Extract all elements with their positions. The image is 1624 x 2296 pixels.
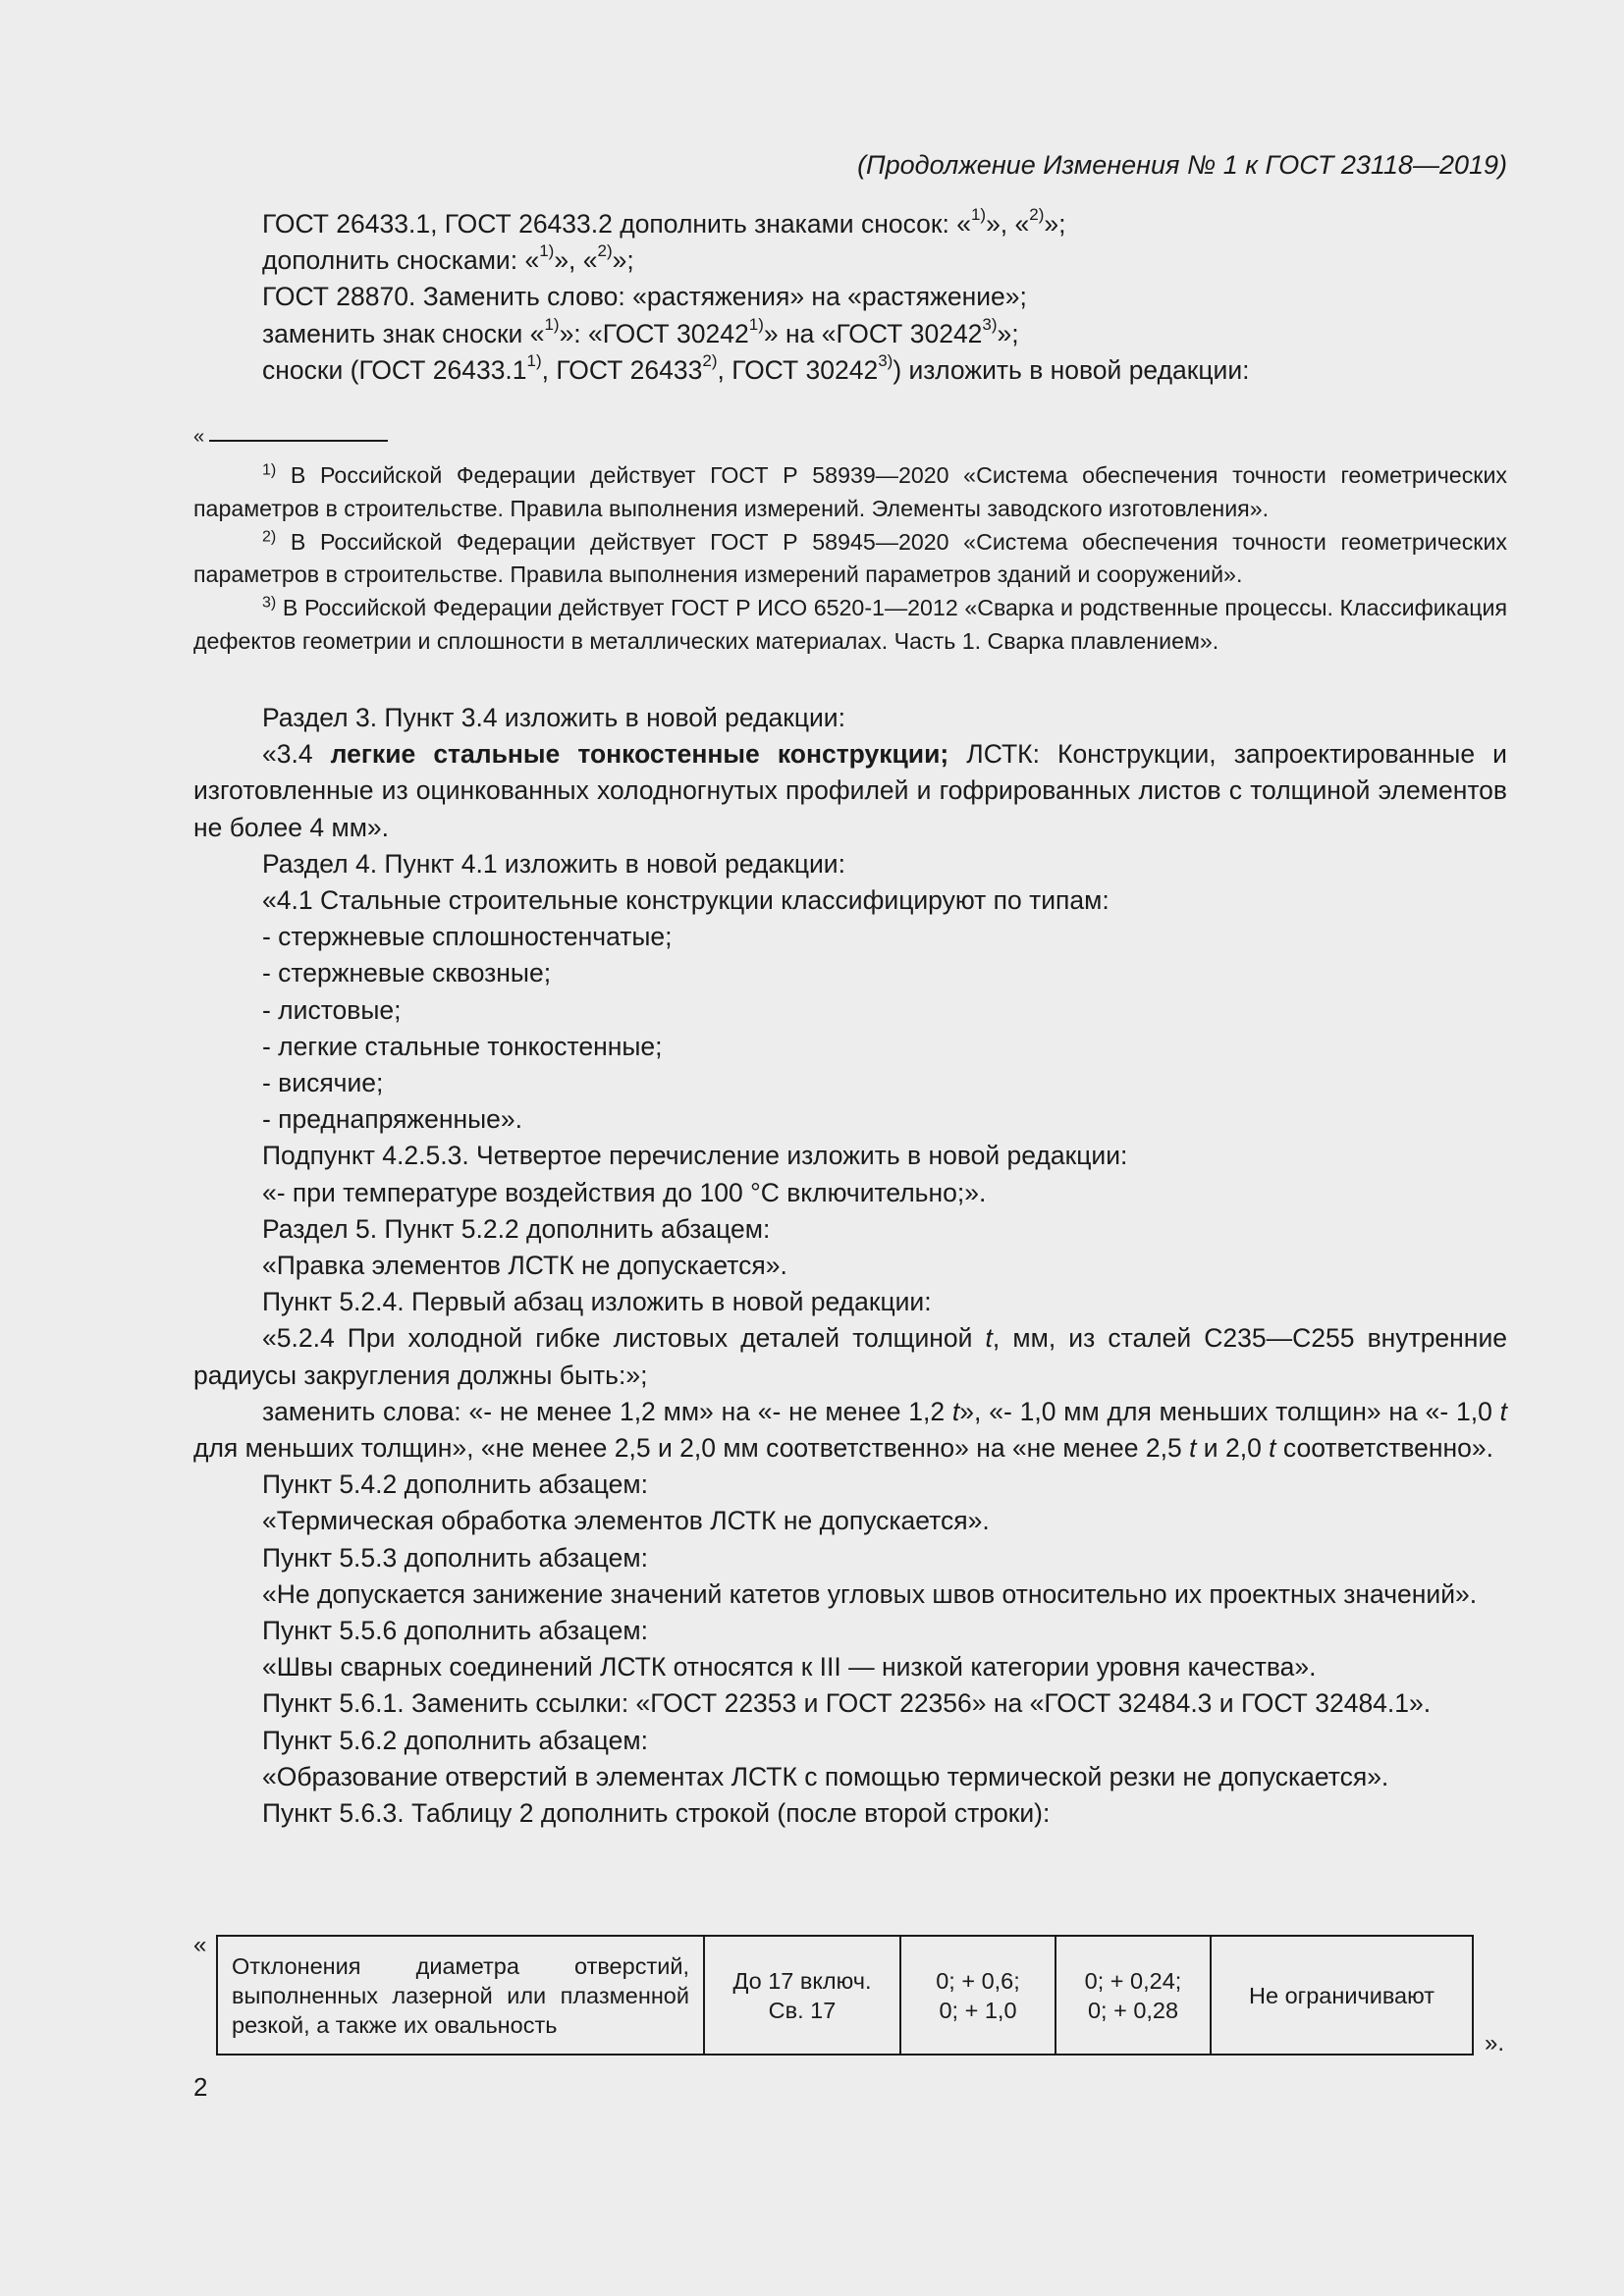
intro-block	[193, 206, 1507, 389]
subclause-4253-text: «- при температуре воздействия до 100 °С включительно;».	[262, 1177, 987, 1207]
intro-line-1: ГОСТ 26433.1, ГОСТ 26433.2 дополнить знаками сносок: «$^{1)}$», «$^{2)}$»;	[262, 205, 1066, 239]
clause-524-heading: Пункт 5.2.4. Первый абзац изложить в новой редакции:	[262, 1287, 932, 1317]
body-block	[193, 700, 1507, 1832]
section-5-heading: Раздел 5. Пункт 5.2.2 дополнить абзацем:	[262, 1213, 771, 1244]
footnote-2: $^{2)}$ В Российской Федерации действует ГОСТ Р 58945—2020 «Система обеспечения точности геометрических параметров в строительстве. Правила выполнения измерений параметров зданий и сооружений».	[193, 527, 1507, 588]
intro-line-4: заменить знак сноски «$^{1)}$»: «ГОСТ 30242$^{1)}$» на «ГОСТ 30242$^{3)}$»;	[262, 314, 1019, 348]
clause-563: Пункт 5.6.3. Таблицу 2 дополнить строкой (после второй строки):	[262, 1798, 1051, 1829]
type-item: - висячие;	[262, 1068, 384, 1098]
running-header: (Продолжение Изменения № 1 к ГОСТ 23118—2019)	[857, 150, 1507, 180]
type-item: - преднапряженные».	[262, 1104, 523, 1135]
clause-542-text: «Термическая обработка элементов ЛСТК не допускается».	[262, 1506, 990, 1536]
clause-553-text: «Не допускается занижение значений катетов угловых швов относительно их проектных значений».	[262, 1578, 1478, 1609]
table-insertion	[193, 1932, 1507, 2059]
clause-524-text: «5.2.4 При холодной гибке листовых деталей толщиной t, мм, из сталей С235—С255 внутренние радиусы закругления должны быть:»;	[193, 1323, 1507, 1390]
footnote-separator	[193, 426, 390, 448]
clause-562-heading: Пункт 5.6.2 дополнить абзацем:	[262, 1725, 648, 1755]
type-item: - легкие стальные тонкостенные;	[262, 1031, 663, 1061]
clause-542-heading: Пункт 5.4.2 дополнить абзацем:	[262, 1469, 648, 1500]
footnote-1: $^{1)}$ В Российской Федерации действует ГОСТ Р 58939—2020 «Система обеспечения точности геометрических параметров в строительстве. Правила выполнения измерений. Элементы заводского изготовления».	[193, 461, 1507, 521]
clause-556-heading: Пункт 5.5.6 дополнить абзацем:	[262, 1616, 648, 1646]
table-close-quote: ».	[1485, 2030, 1505, 2056]
section-5-text: «Правка элементов ЛСТК не допускается».	[262, 1251, 787, 1281]
cell-tolerance-a: 0; + 0,6; 0; + 1,0	[900, 1936, 1056, 2055]
clause-556-text: «Швы сварных соединений ЛСТК относятся к III — низкой категории уровня качества».	[262, 1652, 1317, 1682]
page-number: 2	[193, 2072, 208, 2102]
cell-description: Отклонения диаметра отверстий, выполненных лазерной или плазменной резкой, а также их овальность	[217, 1936, 704, 2055]
clause-553-heading: Пункт 5.5.3 дополнить абзацем:	[262, 1542, 648, 1573]
clause-524-replace: заменить слова: «- не менее 1,2 мм» на «- не менее 1,2 t», «- 1,0 мм для меньших толщин» на «- 1,0 t для меньших толщин», «не менее 2,5 и 2,0 мм соответственно» на «не менее 2,5 t и 2,0 t соответственно».	[193, 1396, 1507, 1464]
cell-size-range: До 17 включ. Св. 17	[704, 1936, 900, 2055]
cell-note: Не ограничивают	[1211, 1936, 1473, 2055]
clause-561: Пункт 5.6.1. Заменить ссылки: «ГОСТ 22353 и ГОСТ 22356» на «ГОСТ 32484.3 и ГОСТ 32484.1».	[262, 1688, 1432, 1719]
section-3-heading: Раздел 3. Пункт 3.4 изложить в новой редакции:	[262, 703, 845, 732]
footnote-rule	[209, 440, 388, 442]
section-3-definition: «3.4 легкие стальные тонкостенные конструкции; ЛСТК: Конструкции, запроектированные и изготовленные из оцинкованных холодногнутых профилей и гофрированных листов с толщиной элементов не более 4 мм».	[193, 739, 1507, 842]
type-item: - стержневые сквозные;	[262, 958, 552, 988]
intro-line-3: ГОСТ 28870. Заменить слово: «растяжения» на «растяжение»;	[262, 282, 1027, 312]
section-4-heading: Раздел 4. Пункт 4.1 изложить в новой редакции:	[262, 848, 845, 879]
section-4-intro: «4.1 Стальные строительные конструкции классифицируют по типам:	[262, 885, 1110, 916]
table-open-quote: «	[193, 1932, 207, 1958]
intro-line-5: сноски (ГОСТ 26433.1$^{1)}$, ГОСТ 26433$^{2)}$, ГОСТ 30242$^{3)}$) изложить в новой редакции:	[262, 350, 1250, 385]
table-row	[217, 1936, 1473, 2055]
cell-tolerance-b: 0; + 0,24; 0; + 0,28	[1056, 1936, 1211, 2055]
footnote-3: $^{3)}$ В Российской Федерации действует ГОСТ Р ИСО 6520-1—2012 «Сварка и родственные процессы. Классификация дефектов геометрии и сплошности в металлических материалах. Часть 1. Сварка плавлением».	[193, 594, 1507, 654]
clause-562-text: «Образование отверстий в элементах ЛСТК с помощью термической резки не допускается».	[262, 1761, 1389, 1791]
type-item: - листовые;	[262, 994, 402, 1025]
tolerance-table	[216, 1935, 1474, 2056]
subclause-4253-heading: Подпункт 4.2.5.3. Четвертое перечисление изложить в новой редакции:	[262, 1141, 1128, 1171]
footnotes-block	[193, 459, 1507, 659]
footnote-open-quote: «	[193, 426, 205, 448]
type-item: - стержневые сплошностенчатые;	[262, 922, 673, 952]
intro-line-2: дополнить сносками: «$^{1)}$», «$^{2)}$»;	[262, 241, 634, 276]
